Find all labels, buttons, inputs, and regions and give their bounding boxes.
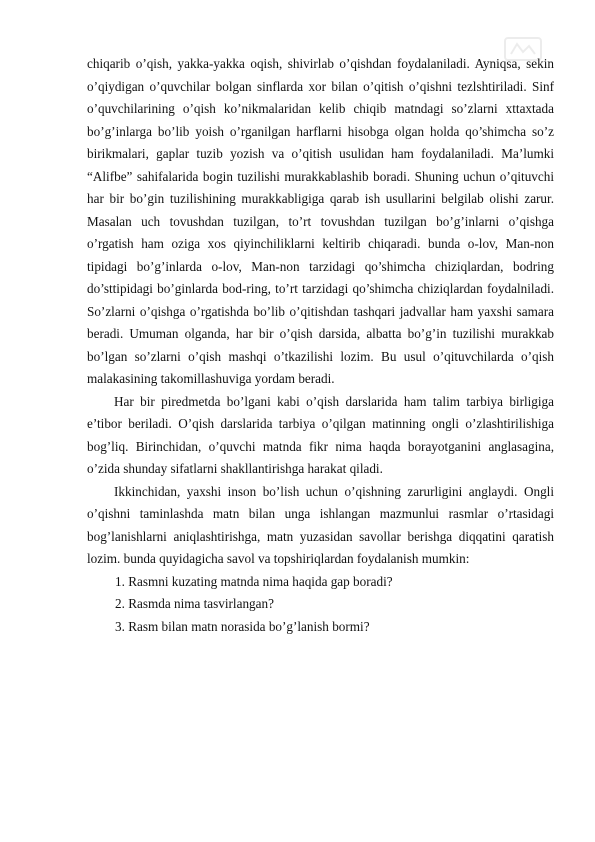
paragraph-conscious-reading: Ikkinchidan, yaxshi inson bo’lish uchun o’qishning zarurligini anglaydi. Ongli o’qishni taminlashda matn bilan unga ishlangan mazmunlui rasmlar o’rtasidagi bog’lanishlarni aniqlashtirishga, matn yuzasidan savollar berishga diqqatini qaratish lozim. bunda quyidagicha savol va topshiriqlardan foydalanish mumkin: — [87, 483, 554, 566]
document-body — [87, 53, 554, 638]
question-item-2: 2. Rasmda nima tasvirlangan? — [115, 596, 274, 611]
paragraph-education-unity: Har bir piredmetda bo’lgani kabi o’qish darslarida ham talim tarbiya birligiga e’tibor beriladi. O’qish darslarida tarbiya o’qilgan matinning ongli o’zlashtirilishiga bog’liq. Birinchidan, o’quvchi matnda fikr nima haqda borayotganini anglasagina, o’zida shunday sifatlarni shakllantirishga harakat qiladi. — [87, 393, 554, 476]
paragraph-continuation: chiqarib o’qish, yakka-yakka oqish, shivirlab o’qishdan foydalaniladi. Ayniqsa, sekin o’qiydigan o’quvchilar bolgan sinflarda xor bilan o’qitish o’qishni tezlshtiriladi. Sinf o’quvchilarining o’qish ko’nikmalaridan kelib chiqib matndagi so’zlarni xttaxtada bo’g’inlarga bo’lib yoish o’rganilgan harflarni hisobga olgan holda qo’shimcha so’z birikmalari, gaplar tuzib yozish va o’qitish usulidan ham foydalaniladi. Ma’lumki “Alifbe” sahifalarida bogin tuzilishi murakkablashib boradi. Shuning uchun o’qituvchi har bir bo’gin tuzilishining murakkabligiga qarab ish usullarini belgilab olishi zarur. Masalan uch tovushdan tuzilgan, to’rt tovushdan tuzilgan bo’g’inlarni o’qishga o’rgatish ham oziga xos qiyinchiliklarni keltirib chiqaradi. bunda o-lov, Man-non tipidagi bo’g’inlarda o-lov, Man-non tarzidagi qo’shimcha chiziqlardan, bodring do’sttipidagi bo’ginlarda bod-ring, to’rt tarzidagi qo’shimcha chiziqlardan foydalniladi. So’zlarni o’qishga o’rgatishda bo’lib o’qitishdan tashqari jadvallar ham yaxshi samara beradi. Umuman olganda, har bir o’qish darsida, albatta bo’g’in tuzilishi murakkab bo’lgan so’zlarni o’qish mashqi o’tkazilishi lozim. Bu usul o’qituvchilarda o’qish malakasining takomillashuviga yordam beradi. — [87, 56, 554, 386]
question-item-3: 3. Rasm bilan matn norasida bo’g’lanish bormi? — [115, 618, 370, 634]
question-item-1: 1. Rasmni kuzating matnda nima haqida gap boradi? — [115, 573, 393, 589]
